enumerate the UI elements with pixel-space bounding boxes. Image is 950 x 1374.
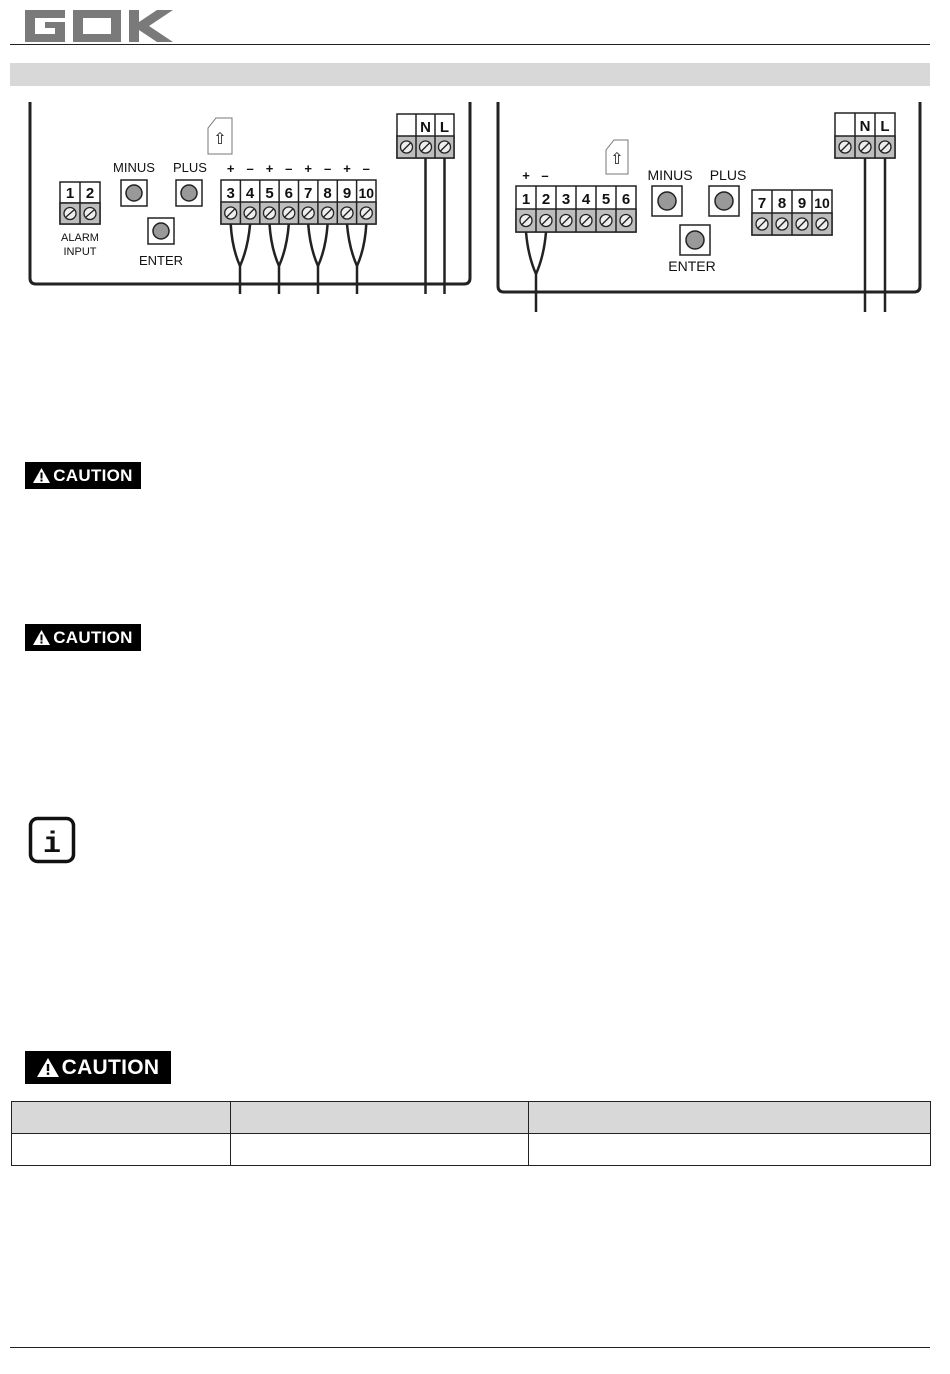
- warning-icon: [33, 468, 50, 483]
- caution-badge: [25, 624, 141, 651]
- left-power-wires: [426, 158, 445, 294]
- right-output-terminal-block: [752, 190, 832, 235]
- table-cell: [529, 1102, 931, 1134]
- right-panel: [498, 102, 920, 312]
- caution-label: CAUTION: [61, 1055, 160, 1079]
- caution-label: CAUTION: [53, 627, 133, 647]
- left-terminal-n: N: [420, 119, 431, 136]
- right-terminal-7: 7: [757, 195, 767, 212]
- table-cell: [12, 1134, 231, 1166]
- terminal-3: 3: [226, 185, 235, 202]
- right-terminal-9: 9: [797, 195, 807, 212]
- polarity-plus-3: +: [304, 161, 312, 176]
- left-minus-button: [121, 180, 147, 206]
- right-power-terminal-block: [835, 113, 895, 158]
- left-enter-label: ENTER: [138, 253, 184, 268]
- terminal-6: 6: [284, 185, 293, 202]
- left-panel: [30, 102, 470, 294]
- right-plus-label: PLUS: [709, 167, 747, 183]
- left-minus-label: MINUS: [113, 160, 155, 175]
- terminal-10: 10: [358, 185, 375, 201]
- gok-logo: [25, 8, 201, 44]
- right-polarity-plus: +: [522, 168, 530, 183]
- terminal-8: 8: [323, 185, 332, 202]
- table-row: [12, 1134, 931, 1166]
- info-glyph: i: [42, 828, 62, 862]
- left-enter-button: [148, 218, 174, 244]
- alarm-input-label-1: ALARM: [61, 232, 99, 244]
- warning-icon: [37, 1058, 59, 1077]
- right-terminal-6: 6: [621, 191, 631, 208]
- footer-rule: [10, 1347, 930, 1348]
- right-sensor-terminal-block: [516, 186, 636, 232]
- terminal-9: 9: [342, 185, 352, 202]
- right-terminal-n: N: [859, 118, 871, 135]
- svg-text:⇧: ⇧: [213, 131, 227, 148]
- right-sensor-wires: [526, 232, 546, 312]
- right-terminal-8: 8: [777, 195, 787, 212]
- alarm-input-label-2: INPUT: [63, 246, 97, 258]
- alarm-terminal-1: 1: [65, 185, 75, 202]
- alarm-terminal-2: 2: [85, 185, 95, 202]
- section-band: [10, 63, 930, 86]
- right-terminal-1: 1: [521, 191, 531, 208]
- right-terminal-4: 4: [581, 191, 591, 208]
- right-minus-label: MINUS: [647, 167, 693, 183]
- polarity-minus-2: –: [285, 161, 293, 176]
- terminal-4: 4: [245, 185, 255, 202]
- right-arrow-symbol: [606, 140, 628, 174]
- right-terminal-2: 2: [541, 191, 551, 208]
- left-power-terminal-block: [397, 114, 454, 158]
- right-polarity-minus: –: [541, 168, 549, 183]
- terminal-7: 7: [304, 185, 313, 202]
- right-minus-button: [652, 186, 682, 216]
- caution-badge: [25, 462, 141, 489]
- right-power-wires: [865, 158, 885, 312]
- right-terminal-5: 5: [601, 191, 611, 208]
- warning-icon: [33, 630, 50, 645]
- polarity-minus-3: –: [323, 161, 332, 176]
- right-terminal-3: 3: [561, 191, 571, 208]
- left-plus-label: PLUS: [173, 160, 207, 175]
- table-cell: [231, 1102, 529, 1134]
- table-cell: [12, 1102, 231, 1134]
- table-cell: [529, 1134, 931, 1166]
- terminal-5: 5: [265, 185, 274, 202]
- caution-label: CAUTION: [53, 465, 133, 485]
- alarm-terminal-block: [60, 182, 100, 224]
- spec-table: [11, 1101, 931, 1166]
- left-terminal-l: L: [439, 119, 450, 136]
- caution-badge: [25, 1051, 171, 1084]
- right-enter-button: [680, 225, 710, 255]
- polarity-minus-4: –: [362, 161, 370, 176]
- right-plus-button: [709, 186, 739, 216]
- svg-text:⇧: ⇧: [610, 151, 624, 168]
- header-rule: [10, 44, 930, 45]
- right-enter-label: ENTER: [668, 258, 716, 274]
- right-terminal-l: L: [880, 118, 890, 135]
- table-cell: [231, 1134, 529, 1166]
- polarity-plus-1: +: [226, 161, 235, 176]
- polarity-plus-2: +: [265, 161, 274, 176]
- left-sensor-terminal-block: [221, 180, 376, 224]
- wiring-diagram: [10, 98, 930, 320]
- arrow-symbol: [208, 118, 232, 154]
- right-terminal-10: 10: [814, 195, 830, 211]
- left-plus-button: [176, 180, 202, 206]
- info-icon: [28, 816, 76, 864]
- polarity-minus-1: –: [246, 161, 254, 176]
- polarity-plus-4: +: [343, 161, 351, 176]
- table-header-row: [12, 1102, 931, 1134]
